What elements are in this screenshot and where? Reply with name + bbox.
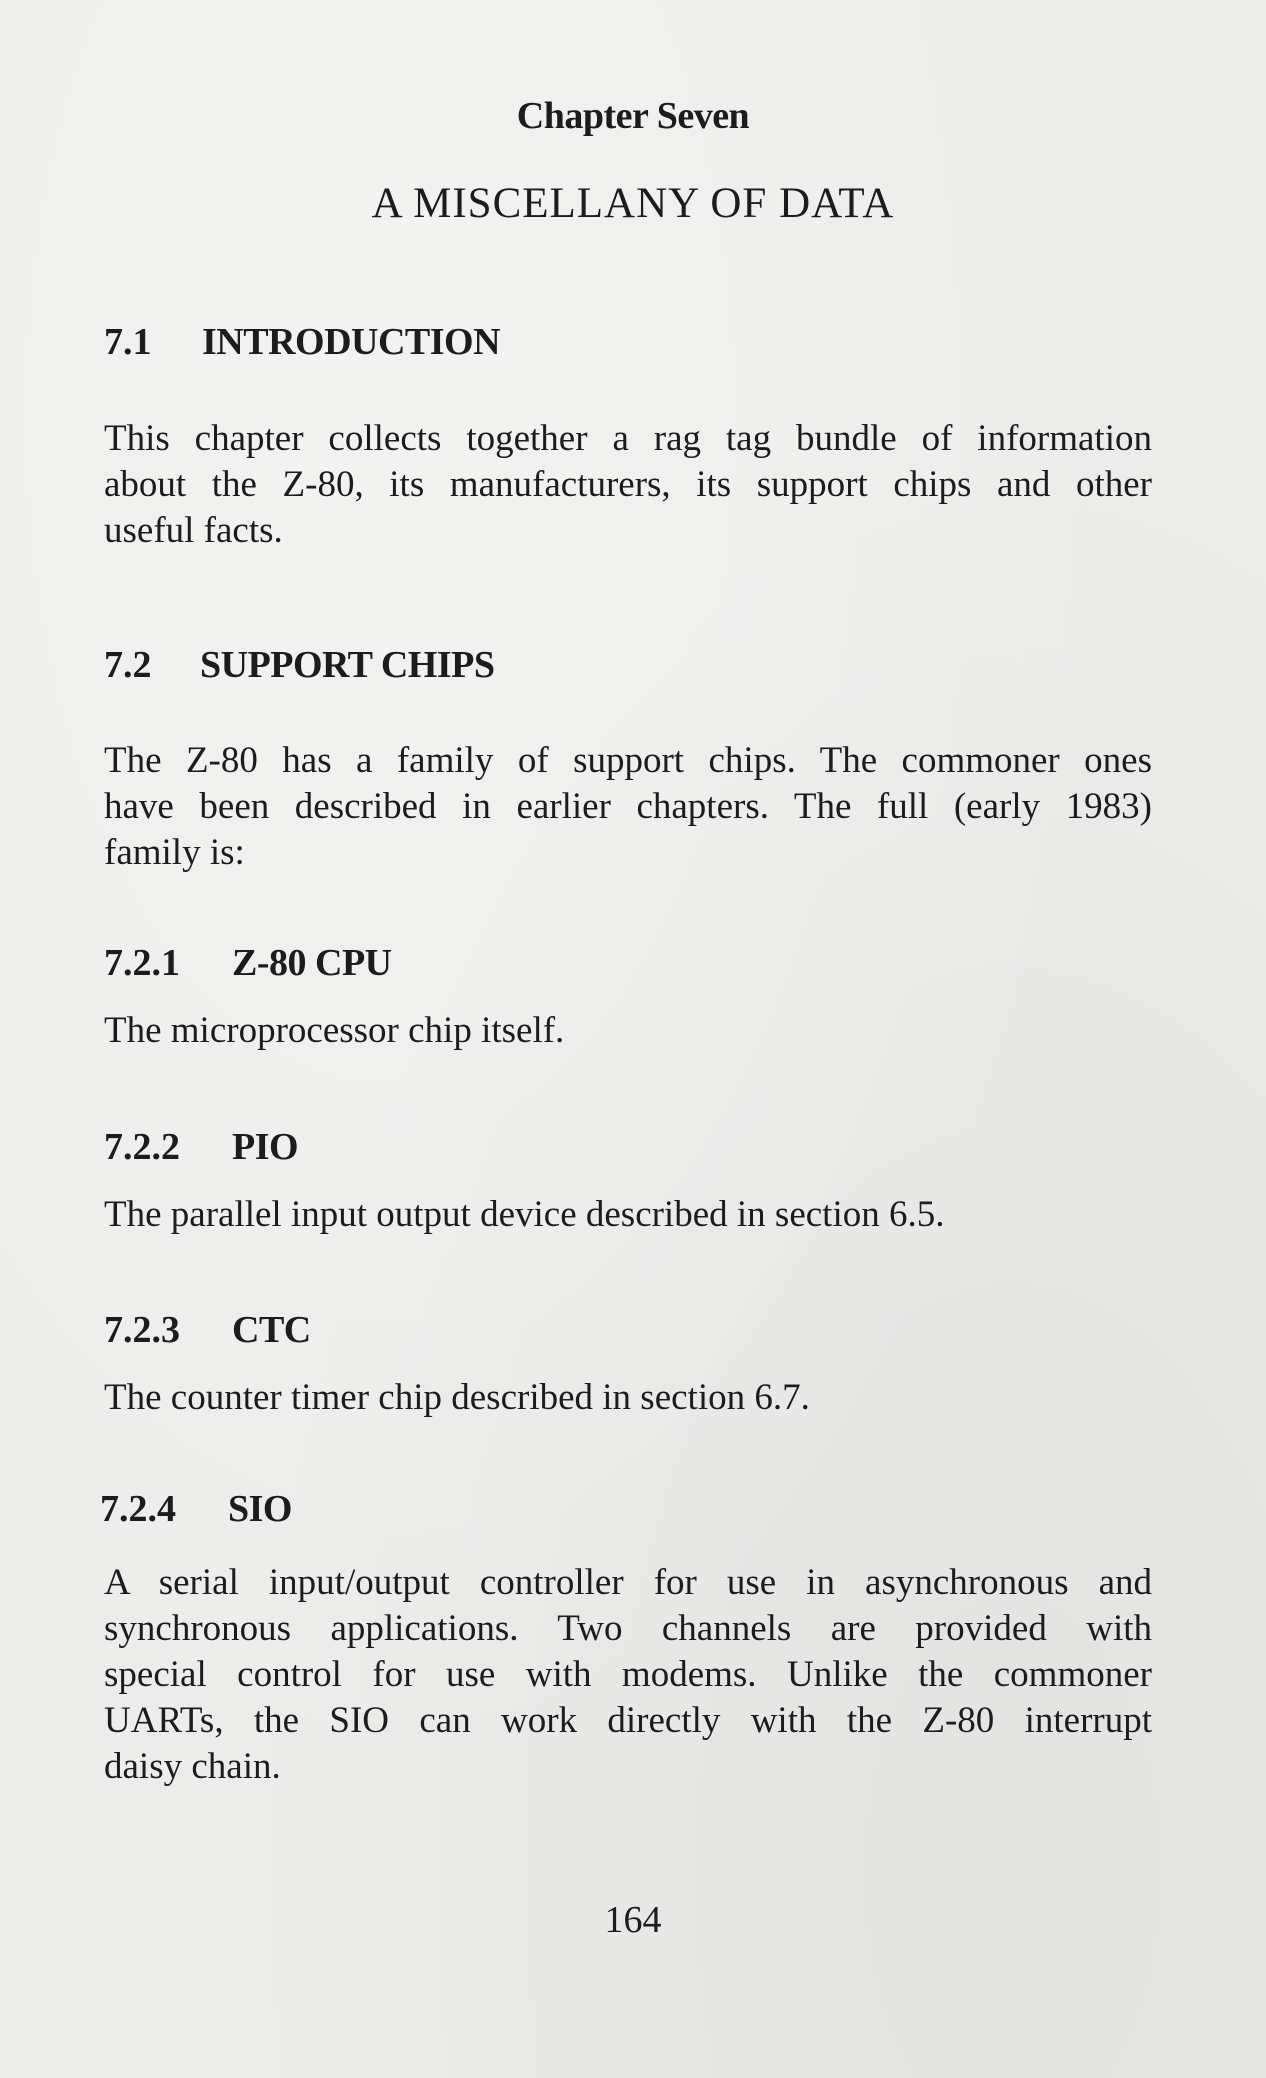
- section-heading-7-2-2: [104, 1125, 299, 1169]
- text-line: The parallel input output device described in section 6.5.: [104, 1194, 945, 1235]
- text-line: The Z-80 has a family of support chips. The commoner ones: [104, 740, 1152, 781]
- page-number: 164: [604, 1899, 662, 1941]
- text-line: synchronous applications. Two channels are provided with: [104, 1608, 1152, 1649]
- section-number: 7.2.3: [104, 1309, 180, 1351]
- paragraph-introduction: [104, 416, 1152, 554]
- section-title: SIO: [228, 1488, 292, 1530]
- section-title: PIO: [232, 1126, 299, 1168]
- section-heading-7-2: [104, 643, 495, 687]
- section-number: 7.2.1: [104, 942, 180, 984]
- text-line: A serial input/output controller for use in asynchronous and: [104, 1562, 1152, 1603]
- paragraph-ctc: [104, 1375, 1152, 1421]
- section-number: 7.2.2: [104, 1126, 180, 1168]
- section-title: CTC: [232, 1309, 311, 1351]
- text-line: UARTs, the SIO can work directly with the Z-80 interrupt: [104, 1700, 1152, 1741]
- chapter-label: Chapter Seven: [516, 95, 750, 137]
- paragraph-sio: [104, 1560, 1152, 1790]
- text-line: This chapter collects together a rag tag bundle of information: [104, 418, 1152, 459]
- text-line: The microprocessor chip itself.: [104, 1010, 565, 1051]
- paragraph-pio: [104, 1192, 1152, 1238]
- section-heading-7-2-1: [104, 941, 392, 985]
- text-line: daisy chain.: [104, 1746, 281, 1787]
- section-title: INTRODUCTION: [202, 321, 501, 363]
- paragraph-support-chips: [104, 738, 1152, 876]
- text-line: useful facts.: [104, 510, 283, 551]
- section-number: 7.2: [104, 644, 152, 686]
- text-line: The counter timer chip described in section 6.7.: [104, 1377, 810, 1418]
- section-title: SUPPORT CHIPS: [200, 644, 495, 686]
- text-line: have been described in earlier chapters. The full (early 1983): [104, 786, 1152, 827]
- chapter-title: A MISCELLANY OF DATA: [371, 180, 895, 227]
- text-line: family is:: [104, 832, 245, 873]
- paragraph-z80-cpu: [104, 1008, 1152, 1054]
- section-title: Z-80 CPU: [232, 942, 392, 984]
- section-heading-7-2-4: [100, 1487, 292, 1531]
- text-line: about the Z-80, its manufacturers, its support chips and other: [104, 464, 1152, 505]
- section-heading-7-2-3: [104, 1308, 311, 1352]
- text-line: special control for use with modems. Unlike the commoner: [104, 1654, 1152, 1695]
- section-number: 7.2.4: [100, 1488, 176, 1530]
- section-heading-7-1: [104, 320, 501, 364]
- section-number: 7.1: [104, 321, 152, 363]
